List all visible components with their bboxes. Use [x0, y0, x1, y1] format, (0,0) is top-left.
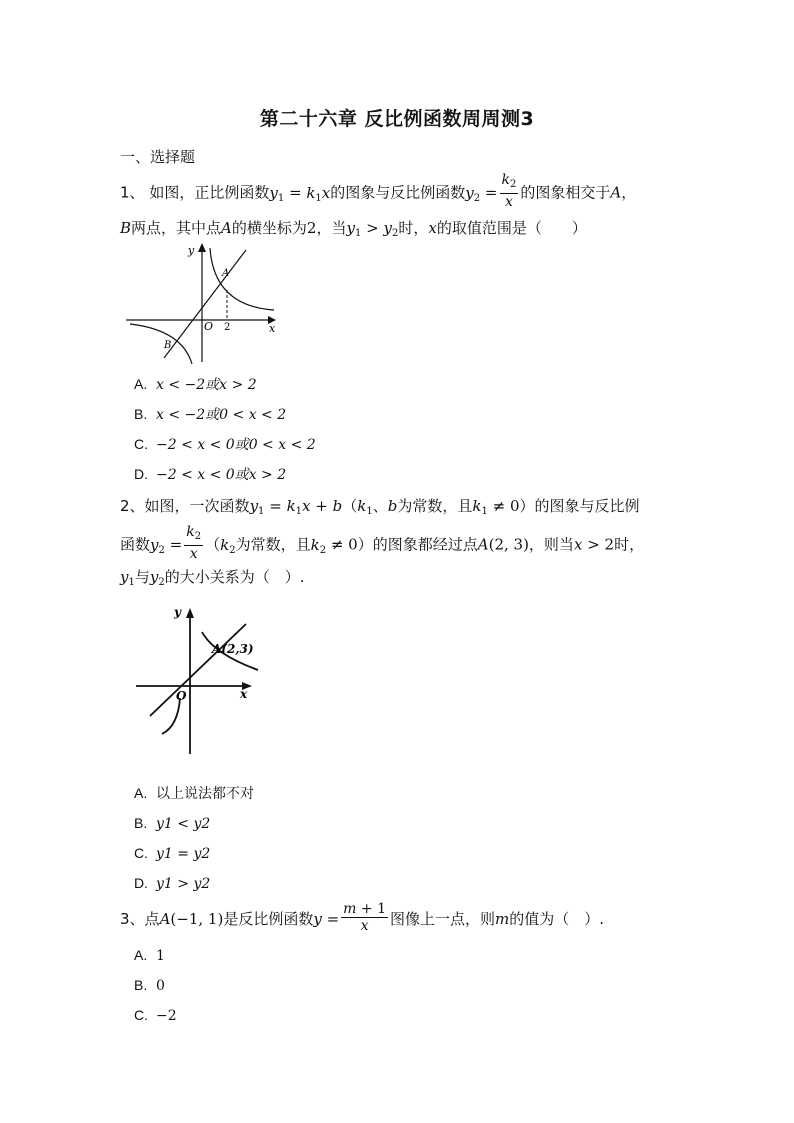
q1-number: 1、 — [120, 183, 150, 202]
q2-option-c[interactable]: C. y1 = y2 — [134, 845, 211, 862]
q2-number: 2、 — [120, 497, 145, 515]
q2-figure — [132, 598, 262, 758]
q2-fig-point-a-label: A(2,3) — [212, 642, 254, 656]
q1-line-2: B两点，其中点A的横坐标为2，当$y_1 > y_2$时，x的取值范围是（ ） — [120, 219, 587, 239]
q1-fig-point-b-label: B — [164, 340, 172, 351]
section-heading: 一、选择题 — [120, 148, 196, 166]
q2-fig-x-label: x — [240, 687, 248, 701]
q1-option-a[interactable]: A. x < −2或x > 2 — [134, 376, 257, 393]
page-title: 第二十六章 反比例函数周周测3 — [259, 108, 535, 130]
q2-fig-origin-label: O — [176, 689, 187, 703]
q1-fig-point-a-label: A — [222, 268, 230, 279]
q2-line-2: 函数$y_2$ = $\frac{k_2}{x}$ （$k_2$为常数，且$k_2 \ne 0$）的图象都经过点A(2, 3)，则当x > 2时， — [120, 524, 645, 562]
q2-line-3: $y_1$与$y_2$的大小关系为（ ）. — [120, 568, 305, 588]
q2-option-a[interactable]: A. 以上说法都不对 — [134, 785, 254, 802]
q3-option-c[interactable]: C. −2 — [134, 1007, 177, 1024]
q1-fig-y-label: y — [188, 244, 195, 257]
q3-option-b[interactable]: B. 0 — [134, 977, 165, 994]
q2-line-1: 2、如图，一次函数$y_1 = k_1x + b(k_1$、b为常数，且$k_1 \ne 0$）的图象与反比例 — [120, 497, 640, 517]
q2-fig-y-label: y — [174, 605, 181, 619]
q3-line-1: 3、点A(−1, 1)是反比例函数y = $\frac{m + 1}{x}$ 图像上一点，则m的值为（ ）. — [120, 901, 605, 934]
q1-option-c[interactable]: C. −2 < x < 0或0 < x < 2 — [134, 436, 316, 453]
q1-fig-x-label: x — [269, 322, 276, 335]
q3-number: 3、 — [120, 910, 145, 928]
q1-option-b[interactable]: B. x < −2或0 < x < 2 — [134, 406, 287, 423]
q1-fig-origin-label: O — [204, 320, 214, 333]
q2-option-b[interactable]: B. y1 < y2 — [134, 815, 211, 832]
q1-option-d[interactable]: D. −2 < x < 0或x > 2 — [134, 466, 287, 483]
q1-figure — [124, 240, 284, 366]
q1-line-1: 1、 如图，正比例函数$y_1 = k_1x$的图象与反比例函数$y_2$ = $\frac{k_2}{x}$ 的图象相交于A， — [120, 172, 637, 210]
q2-option-d[interactable]: D. y1 > y2 — [134, 875, 211, 892]
q1-fig-tick-2: 2 — [224, 322, 231, 333]
q3-option-a[interactable]: A. 1 — [134, 947, 165, 964]
